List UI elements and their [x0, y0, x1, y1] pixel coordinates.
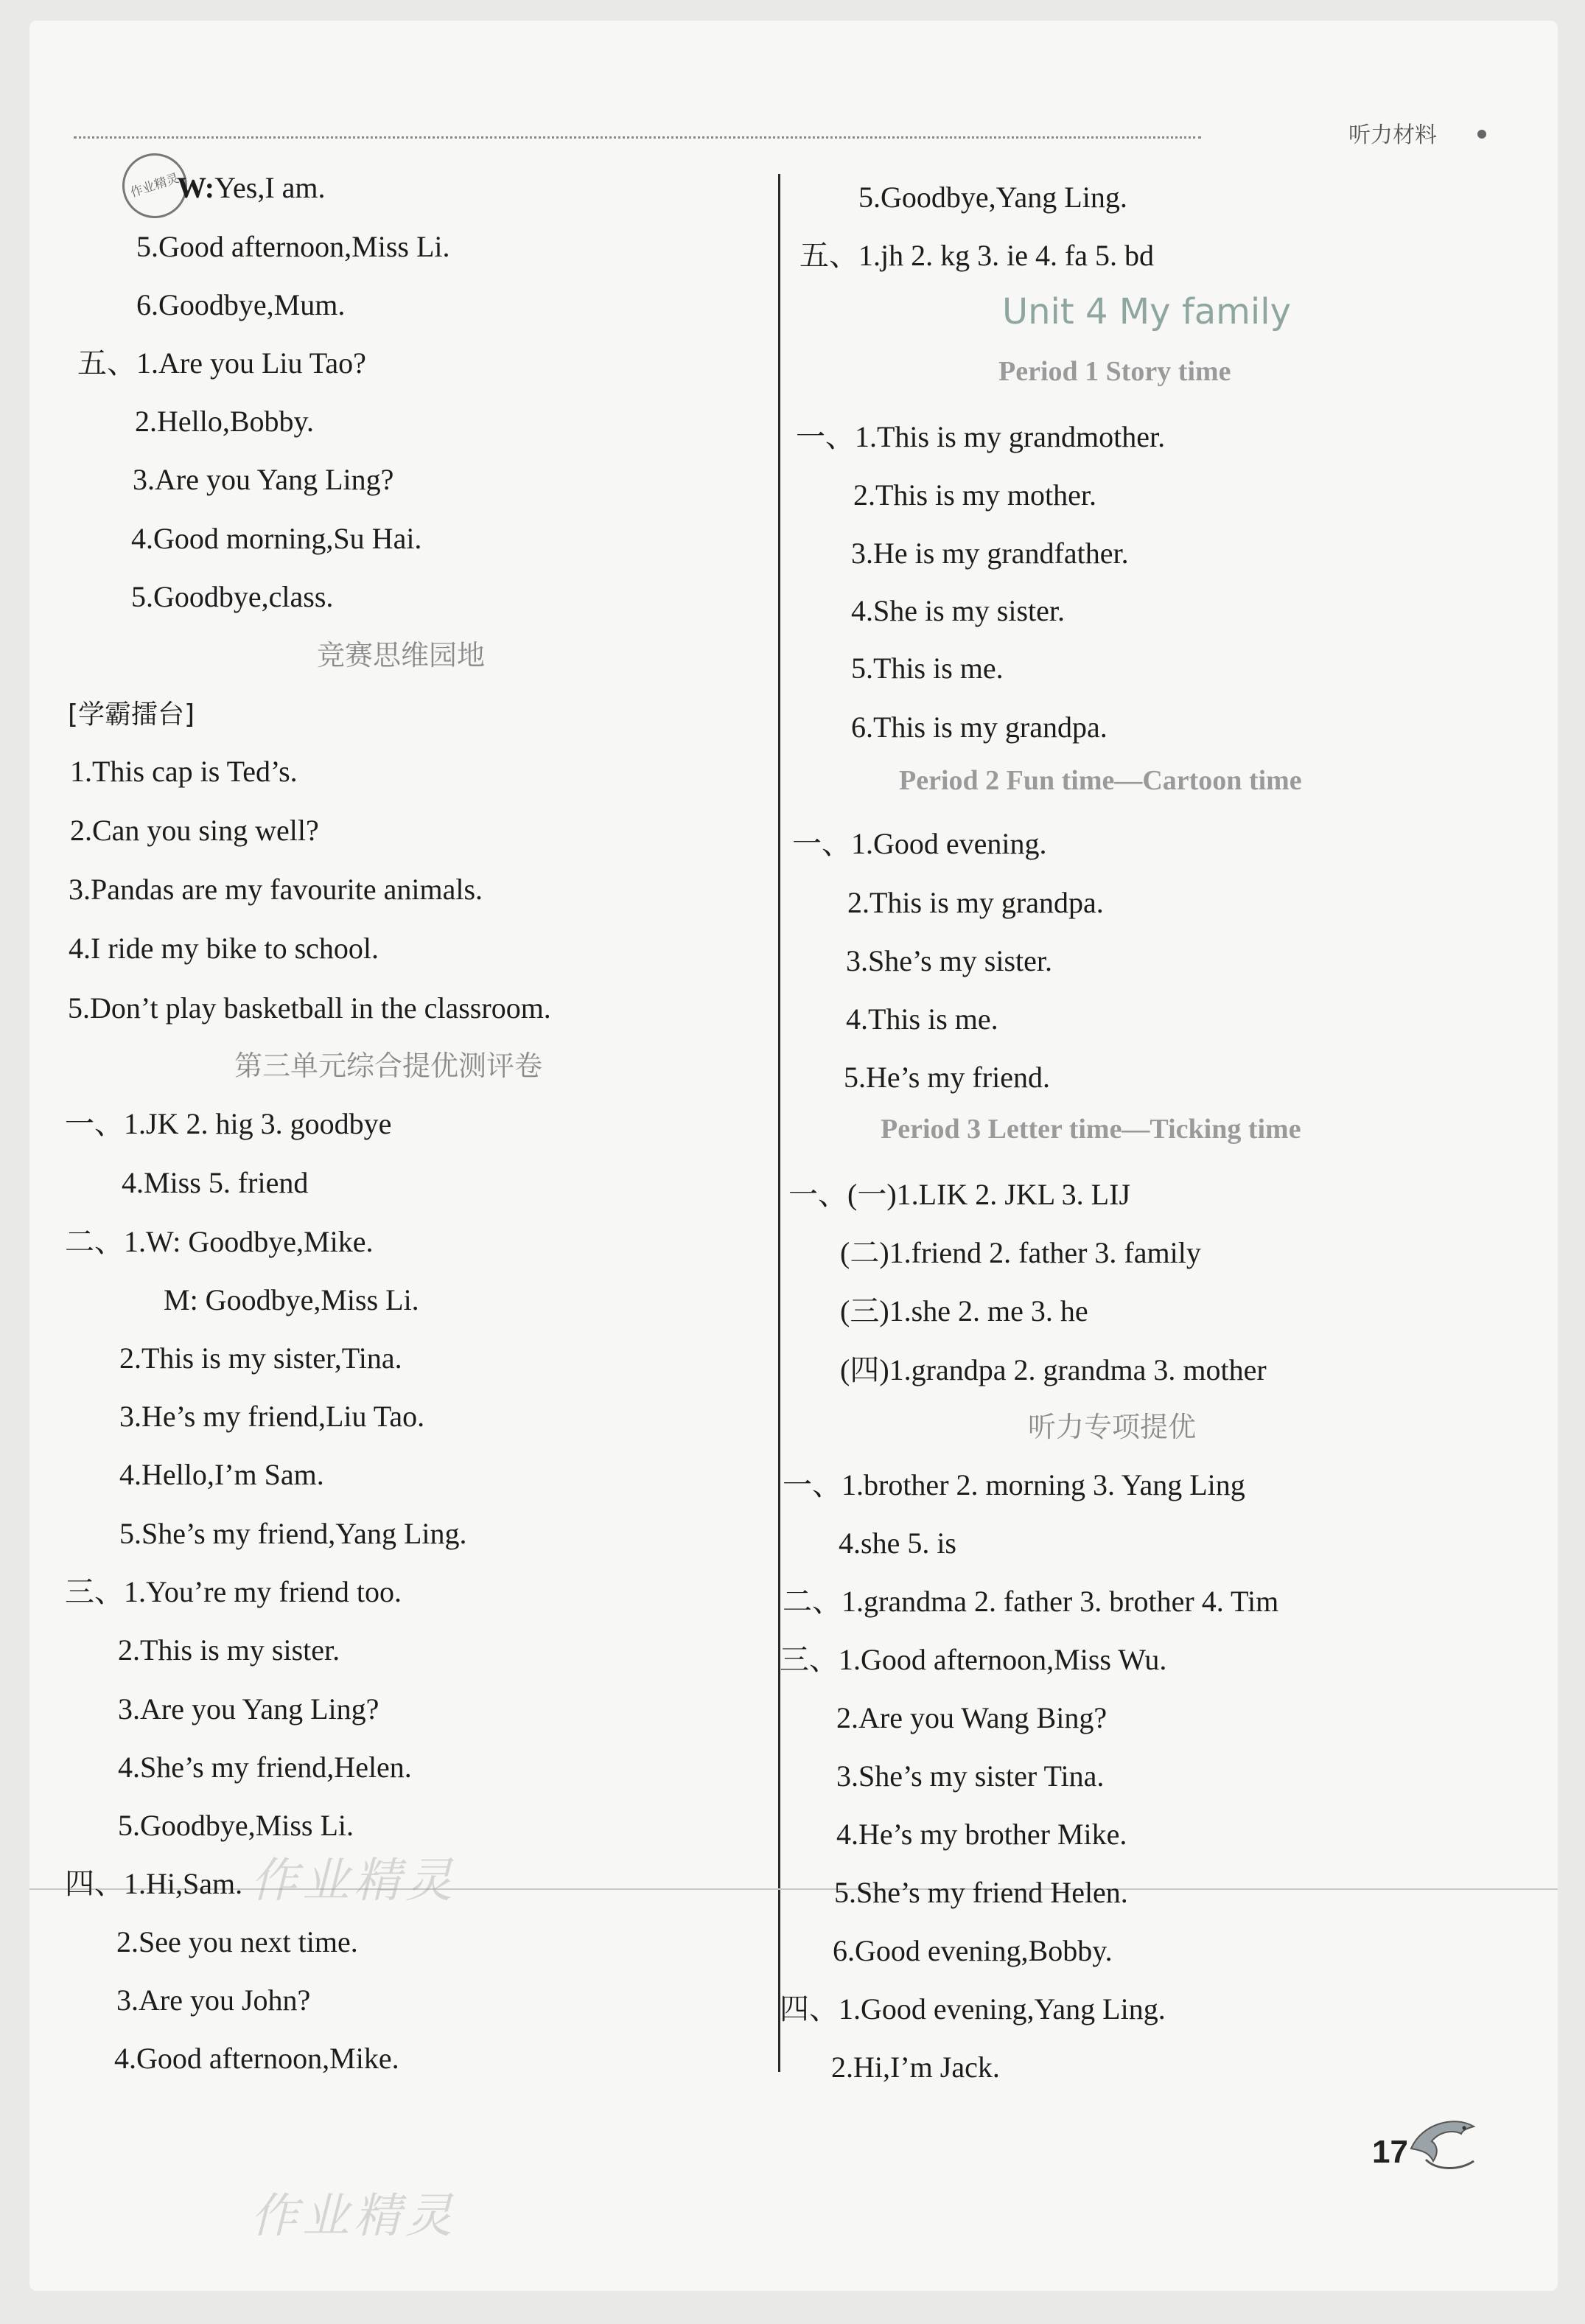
item-text: Good evening,Yang Ling.: [861, 1992, 1166, 2025]
right-answer-line: [851, 535, 1129, 572]
item-number: 2.: [70, 814, 92, 847]
item-text: This is my mother.: [875, 478, 1096, 512]
right-answer-line: [792, 826, 1047, 862]
item-number: 2.: [135, 405, 157, 438]
right-answer-line: [840, 1352, 1267, 1389]
item-number: 5.: [136, 230, 158, 263]
item-number: 2.: [847, 886, 870, 919]
item-number: 5.: [858, 181, 881, 214]
item-number: (三)1.: [840, 1294, 912, 1327]
left-answer-line: [133, 461, 393, 498]
item-number: 一、(一)1.: [788, 1178, 919, 1211]
item-number: 4.: [846, 1002, 868, 1036]
left-answer-line: [119, 1398, 424, 1435]
right-answer-line: [851, 650, 1004, 687]
right-period-title: Period 3 Letter time—Ticking time: [881, 1114, 1301, 1145]
item-text: This is my sister,Tina.: [141, 1341, 402, 1375]
right-section-title: 听力专项提优: [1028, 1411, 1197, 1443]
item-text: Are you Liu Tao?: [158, 346, 366, 380]
item-text: she 2. me 3. he: [911, 1294, 1088, 1327]
item-text: [学霸擂台]: [68, 699, 195, 730]
item-number: 5.: [851, 652, 873, 685]
right-unit-title: Unit 4 My family: [1002, 291, 1291, 332]
item-text: she 5. is: [861, 1526, 956, 1560]
item-text: Hello,Bobby.: [157, 405, 314, 438]
item-number: 4.: [851, 594, 873, 627]
right-answer-line: [831, 2049, 1000, 2086]
left-answer-line: [131, 579, 333, 615]
item-number: 4.: [839, 1526, 861, 1560]
item-number: 2.: [116, 1925, 139, 1958]
right-answer-line: [834, 1874, 1128, 1911]
stamp-text: 作业精灵: [128, 170, 181, 201]
item-number: 5.: [131, 580, 153, 613]
item-number: 4.: [118, 1751, 140, 1784]
item-text: This is my grandmother.: [877, 420, 1166, 453]
right-answer-line: [851, 709, 1108, 746]
right-answer-line: [853, 477, 1096, 514]
item-number: 4.: [114, 2042, 136, 2075]
item-text: Can you sing well?: [92, 814, 319, 847]
item-text: He’s my friend,Liu Tao.: [141, 1400, 425, 1433]
right-answer-line: [858, 179, 1127, 216]
right-answer-line: [839, 1525, 956, 1562]
right-answer-line: [796, 419, 1165, 456]
item-number: 6.: [136, 288, 158, 321]
item-number: 五、1.: [800, 239, 881, 272]
left-answer-line: [135, 403, 314, 440]
item-text: She’s my friend,Yang Ling.: [141, 1517, 467, 1550]
item-text: Are you Yang Ling?: [140, 1692, 379, 1725]
item-text: She’s my sister.: [868, 944, 1053, 977]
item-number: 4.: [131, 522, 153, 555]
item-number: 2.: [853, 478, 875, 512]
item-number: 一、1.: [783, 1468, 864, 1501]
right-answer-line: [846, 1001, 998, 1038]
left-answer-line: [136, 228, 450, 265]
left-answer-line: [118, 1807, 354, 1844]
left-section-title: 第三单元综合提优测评卷: [234, 1050, 543, 1082]
item-number: 3.: [118, 1692, 140, 1725]
item-text: M: Goodbye,Miss Li.: [164, 1283, 419, 1316]
watermark-bottom: 作业精灵: [251, 2189, 457, 2244]
item-number: 4.: [69, 932, 91, 965]
left-answer-line: [118, 1749, 412, 1786]
right-answer-line: [840, 1293, 1088, 1330]
item-text: She’s my friend Helen.: [856, 1876, 1128, 1909]
item-text: Miss 5. friend: [144, 1166, 309, 1199]
item-text: This is my sister.: [140, 1633, 340, 1667]
item-number: 3.: [119, 1400, 141, 1433]
item-text: grandpa 2. grandma 3. mother: [911, 1353, 1267, 1386]
item-text: Goodbye,class.: [153, 580, 334, 613]
item-text: He’s my brother Mike.: [858, 1818, 1127, 1851]
right-period-title: Period 2 Fun time—Cartoon time: [899, 765, 1302, 796]
item-text: This is my grandpa.: [870, 886, 1104, 919]
item-text: Are you John?: [139, 1983, 311, 2017]
item-number: 3.: [133, 463, 155, 496]
item-number: 四、1.: [65, 1867, 146, 1900]
left-answer-line: [65, 1866, 242, 1902]
item-number: 五、1.: [77, 346, 158, 380]
item-number: 3.: [69, 873, 91, 906]
item-text: This is me.: [868, 1002, 998, 1036]
item-number: 一、1.: [792, 827, 873, 860]
item-text: She’s my sister Tina.: [858, 1759, 1105, 1793]
left-answer-line: [136, 287, 345, 324]
item-text: W: Goodbye,Mike.: [146, 1225, 374, 1258]
item-number: W:: [177, 171, 215, 204]
item-text: Good evening.: [873, 827, 1047, 860]
item-number: 2.: [836, 1701, 858, 1734]
item-text: grandma 2. father 3. brother 4. Tim: [864, 1585, 1279, 1618]
item-text: jh 2. kg 3. ie 4. fa 5. bd: [881, 239, 1155, 272]
item-number: 四、1.: [780, 1992, 861, 2025]
item-number: 5.: [119, 1517, 141, 1550]
item-number: 一、1.: [65, 1107, 146, 1140]
right-answer-line: [840, 1235, 1201, 1271]
item-number: 一、1.: [796, 420, 877, 453]
item-number: 5.: [118, 1809, 140, 1842]
left-answer-line: [116, 1982, 310, 2019]
left-answer-line: [65, 1224, 373, 1260]
item-text: Goodbye,Mum.: [158, 288, 346, 321]
item-number: 二、1.: [65, 1225, 146, 1258]
item-number: 4.: [122, 1166, 144, 1199]
item-number: 3.: [851, 537, 873, 570]
item-text: This cap is Ted’s.: [92, 755, 298, 788]
right-answer-line: [780, 1991, 1166, 2028]
item-number: (二)1.: [840, 1236, 912, 1269]
right-answer-line: [844, 1059, 1050, 1096]
item-number: 5.: [834, 1876, 856, 1909]
right-answer-line: [836, 1816, 1127, 1853]
page-number: 17: [1372, 2134, 1408, 2170]
right-answer-line: [846, 943, 1052, 980]
right-answer-line: [847, 884, 1104, 921]
left-answer-line: [77, 345, 366, 382]
header-rule: [74, 136, 1201, 139]
item-text: Goodbye,Yang Ling.: [881, 181, 1127, 214]
item-number: 3.: [836, 1759, 858, 1793]
item-number: 三、1.: [780, 1643, 861, 1676]
item-text: She is my sister.: [873, 594, 1066, 627]
left-answer-line: [177, 170, 326, 206]
item-text: He is my grandfather.: [873, 537, 1129, 570]
right-answer-line: [851, 593, 1065, 629]
item-text: Yes,I am.: [214, 171, 326, 204]
item-text: He’s my friend.: [866, 1061, 1050, 1094]
left-answer-line: [114, 2040, 399, 2077]
left-answer-line: [68, 695, 195, 733]
left-section-title: 竞赛思维园地: [317, 639, 486, 671]
watermark-top: 作业精灵: [251, 1854, 457, 1908]
left-answer-line: [118, 1691, 379, 1728]
header-dot: [1477, 130, 1486, 139]
item-number: 二、1.: [783, 1585, 864, 1618]
item-text: You’re my friend too.: [146, 1575, 402, 1608]
item-text: JK 2. hig 3. goodbye: [146, 1107, 392, 1140]
item-text: Pandas are my favourite animals.: [91, 873, 483, 906]
item-text: Good morning,Su Hai.: [153, 522, 422, 555]
item-text: This is me.: [873, 652, 1004, 685]
right-answer-line: [783, 1583, 1278, 1620]
item-number: 5.: [844, 1061, 866, 1094]
right-answer-line: [780, 1641, 1166, 1678]
left-answer-line: [69, 871, 483, 908]
item-number: 4.: [119, 1458, 141, 1491]
item-number: 2.: [118, 1633, 140, 1667]
item-number: 6.: [851, 711, 873, 744]
item-text: Are you Wang Bing?: [858, 1701, 1108, 1734]
left-answer-line: [131, 520, 421, 557]
item-text: LIK 2. JKL 3. LIJ: [918, 1178, 1131, 1211]
item-text: Goodbye,Miss Li.: [140, 1809, 354, 1842]
item-number: 2.: [119, 1341, 141, 1375]
item-number: 3.: [846, 944, 868, 977]
item-text: I ride my bike to school.: [91, 932, 379, 965]
right-answer-line: [800, 237, 1154, 274]
item-text: Don’t play basketball in the classroom.: [90, 991, 551, 1025]
item-text: Hello,I’m Sam.: [141, 1458, 324, 1491]
right-answer-line: [788, 1176, 1130, 1213]
left-answer-line: [65, 1574, 402, 1611]
dolphin-icon: [1404, 2108, 1485, 2174]
left-answer-line: [116, 1924, 358, 1961]
left-answer-line: [164, 1282, 419, 1319]
item-number: 3.: [116, 1983, 139, 2017]
left-answer-line: [119, 1340, 402, 1377]
item-number: 6.: [833, 1934, 855, 1967]
left-answer-line: [69, 930, 379, 967]
item-text: Good afternoon,Miss Li.: [158, 230, 450, 263]
item-text: Good afternoon,Mike.: [136, 2042, 399, 2075]
item-text: Good afternoon,Miss Wu.: [861, 1643, 1167, 1676]
item-text: Hi,Sam.: [146, 1867, 243, 1900]
left-answer-line: [119, 1515, 466, 1552]
item-text: Good evening,Bobby.: [855, 1934, 1113, 1967]
item-text: This is my grandpa.: [873, 711, 1108, 744]
item-number: 1.: [70, 755, 92, 788]
item-text: Are you Yang Ling?: [155, 463, 394, 496]
left-answer-line: [122, 1165, 308, 1201]
item-text: See you next time.: [139, 1925, 358, 1958]
item-text: brother 2. morning 3. Yang Ling: [864, 1468, 1245, 1501]
right-period-title: Period 1 Story time: [998, 356, 1231, 387]
item-number: (四)1.: [840, 1353, 912, 1386]
right-answer-line: [833, 1933, 1113, 1969]
item-text: Hi,I’m Jack.: [853, 2051, 1000, 2084]
left-answer-line: [65, 1106, 391, 1142]
right-answer-line: [836, 1700, 1107, 1737]
item-number: 5.: [68, 991, 90, 1025]
column-divider: [778, 174, 780, 2072]
left-answer-line: [68, 990, 551, 1027]
item-text: friend 2. father 3. family: [911, 1236, 1201, 1269]
item-number: 三、1.: [65, 1575, 146, 1608]
item-text: She’s my friend,Helen.: [140, 1751, 412, 1784]
right-answer-line: [836, 1758, 1104, 1795]
left-answer-line: [119, 1456, 324, 1493]
right-answer-line: [783, 1467, 1245, 1504]
item-number: 2.: [831, 2051, 853, 2084]
item-number: 4.: [836, 1818, 858, 1851]
left-answer-line: [70, 753, 298, 790]
header-label: 听力材料: [1348, 122, 1437, 148]
left-answer-line: [70, 812, 319, 849]
left-answer-line: [118, 1632, 340, 1669]
